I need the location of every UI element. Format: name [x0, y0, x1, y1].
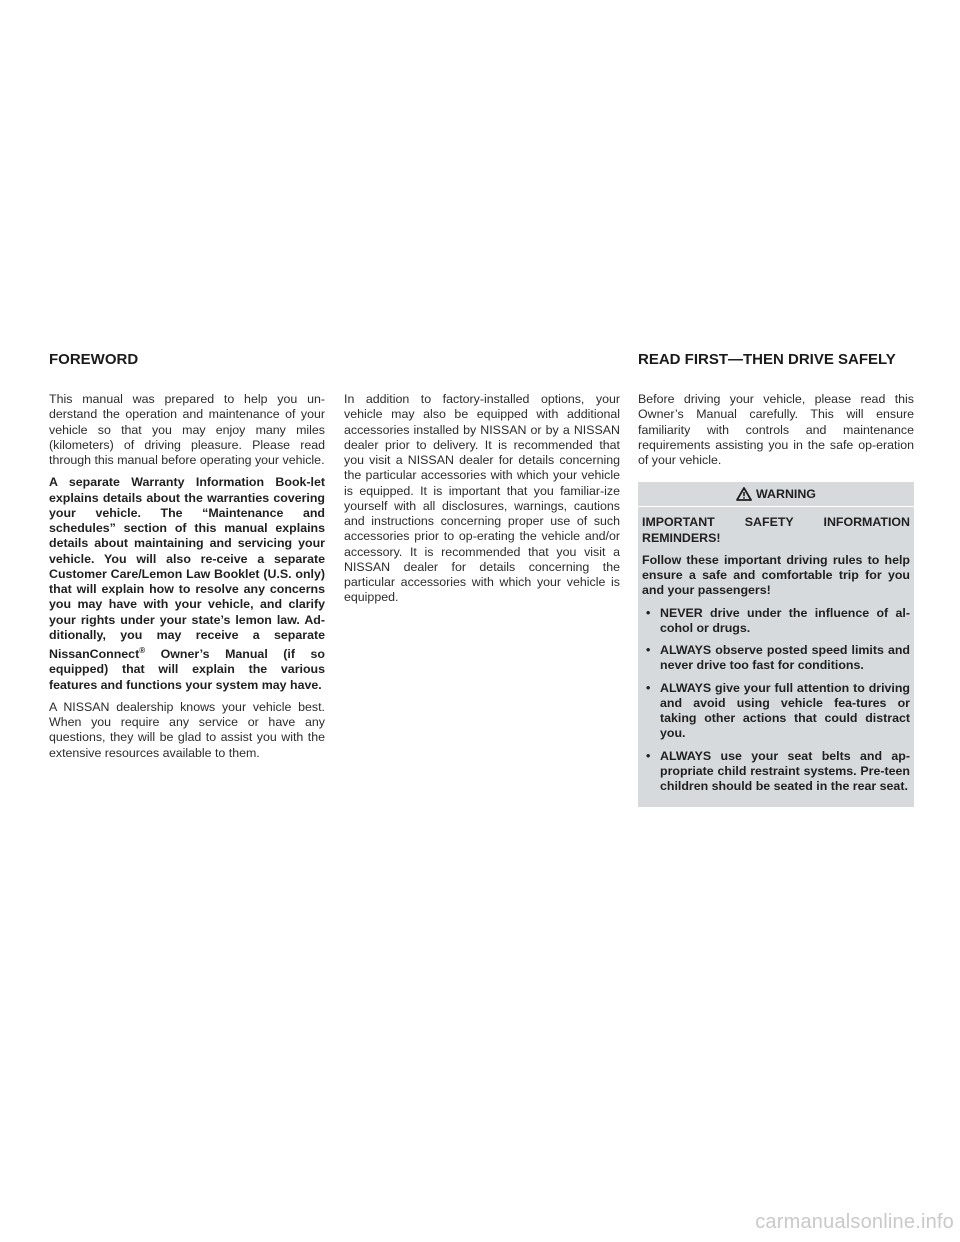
accessories-paragraph: In addition to factory-installed options, your vehicle may also be equipped with additional accessories installed by NISSAN or by a NISSAN dealer prior to delivery. It is recommended that you visit a NISSAN dealer for details concerning the particular accessories with which your vehicle is equipped. It is important that you familiar-ize yourself with all disclosures, warnings, cautions and instructions concerning proper use of such accessories prior to op-erating the vehicle and/or accessory. It is recommended that you visit a NISSAN dealer for details concerning the particular accessories with which your vehicle is equipped. — [344, 392, 620, 605]
foreword-intro-paragraph: This manual was prepared to help you un-derstand the operation and maintenance of your vehicle so that you may enjoy many miles (kilometers) of driving pleasure. Please read through this manual before operating your vehicle. — [49, 392, 325, 467]
registered-trademark-mark: ® — [139, 646, 146, 655]
section-heading-foreword: FOREWORD — [49, 351, 139, 368]
warning-triangle-icon — [736, 487, 752, 501]
column-read-first — [638, 392, 914, 807]
warning-intro: Follow these important driving rules to help ensure a safe and comfortable trip for you and your passengers! — [642, 552, 910, 598]
warranty-info-paragraph — [49, 475, 325, 693]
read-first-paragraph: Before driving your vehicle, please read this Owner’s Manual carefully. This will ensure familiarity with controls and maintenance requirements assisting you in the safe op-eration of your vehicle. — [638, 392, 914, 467]
watermark: carmanualsonline.info — [755, 1211, 954, 1233]
warning-list-item: • ALWAYS use your seat belts and ap-propriate child restraint systems. Pre-teen children should be seated in the rear seat. — [642, 749, 910, 795]
warning-list — [642, 606, 910, 795]
warning-list-item: • ALWAYS observe posted speed limits and never drive too fast for conditions. — [642, 643, 910, 674]
warning-list-item: • NEVER drive under the influence of al-cohol or drugs. — [642, 606, 910, 637]
dealership-paragraph: A NISSAN dealership knows your vehicle best. When you require any service or have any questions, they will be glad to assist you with the extensive resources available to them. — [49, 699, 325, 760]
column-foreword — [49, 392, 325, 768]
warning-heading: IMPORTANT SAFETY INFORMATION REMINDERS! — [642, 515, 910, 545]
warranty-info-text-continued: Owner’s Manual (if so equipped) that will explain the various features and functions your system may have. — [49, 647, 325, 692]
warning-list-item: • ALWAYS give your full attention to driving and avoid using vehicle fea-tures or taking other actions that could distract you. — [642, 681, 910, 742]
warning-box — [638, 482, 914, 807]
column-accessories — [344, 392, 620, 613]
section-heading-read-first: READ FIRST—THEN DRIVE SAFELY — [638, 351, 896, 368]
warning-title: WARNING — [756, 486, 816, 501]
warning-header — [638, 482, 914, 507]
warranty-info-text: A separate Warranty Information Book-let explains details about the warranties covering your vehicle. The “Maintenance and schedules” section of this manual explains details about maintaining and servicing your vehicle. You will also re-ceive a separate Customer Care/Lemon Law Booklet (U.S. only) that will explain how to resolve any concerns you may have with your vehicle, and clarify your rights under your state’s lemon law. Ad-ditionally, you may receive a separate NissanConnect — [49, 475, 325, 662]
